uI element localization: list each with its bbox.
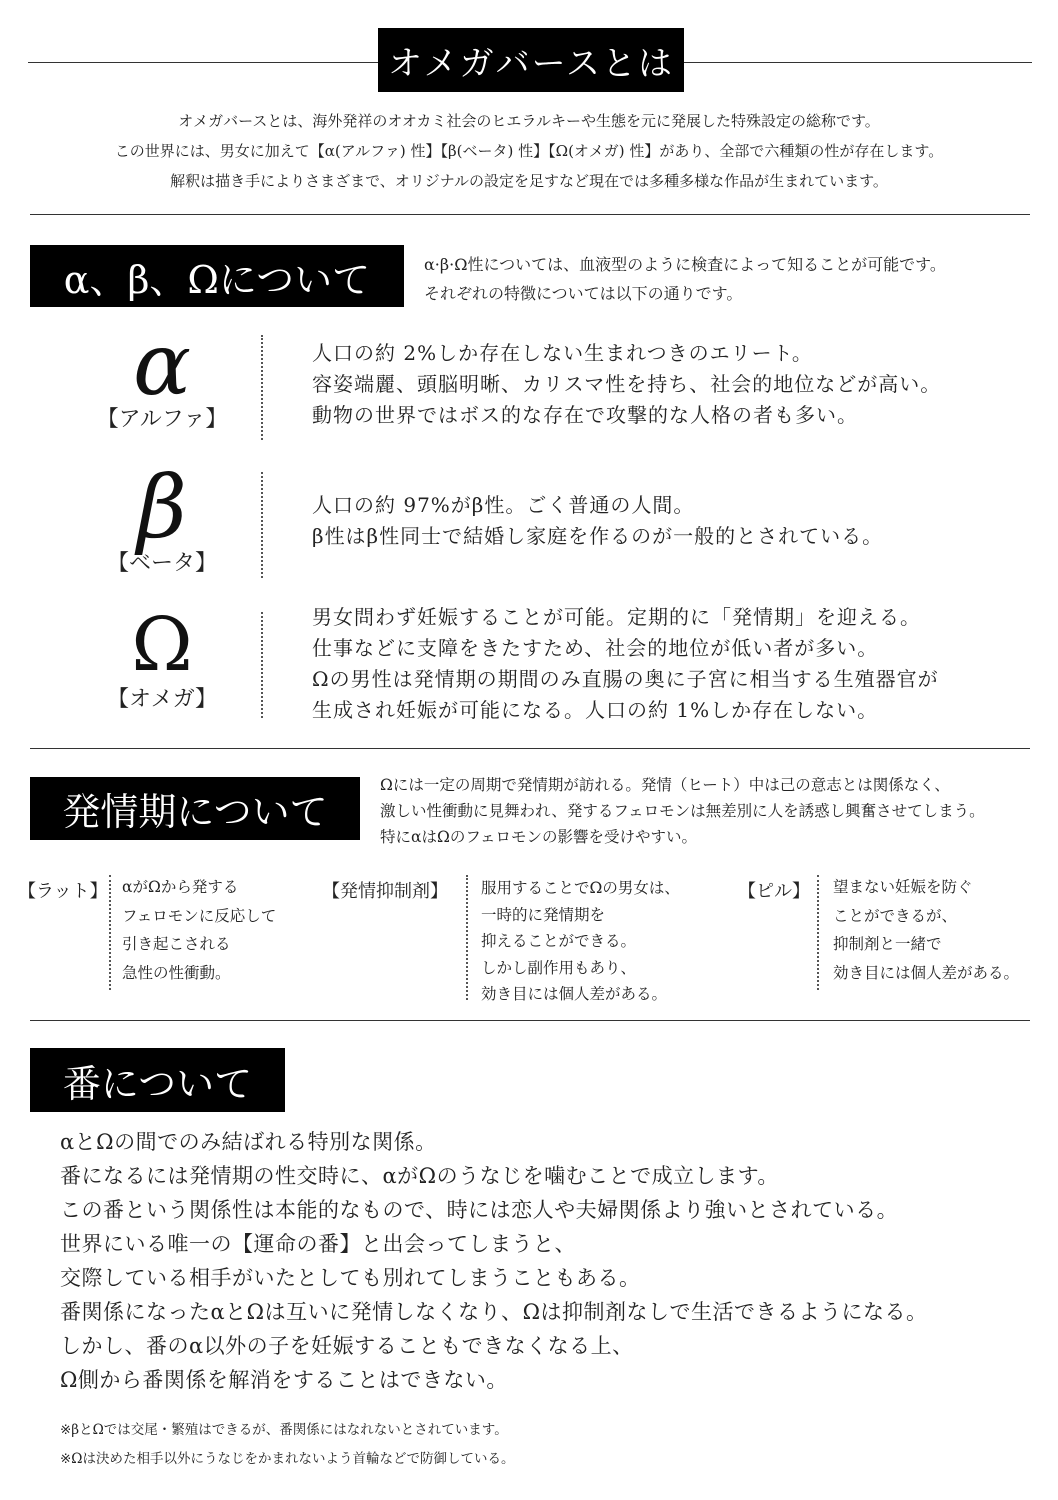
intro-line: 解釈は描き手によりさまざまで、オリジナルの設定を足すなど現在では多種多様な作品が生まれています。	[170, 172, 888, 190]
intro-line: この世界には、男女に加えて【α(アルファ) 性】【β(ベータ) 性】【Ω(オメガ) 性】があり、全部で六種類の性が存在します。	[114, 142, 944, 160]
description-line: 抑制剤と一緒で	[833, 935, 942, 953]
description-line: β性はβ性同士で結婚し家庭を作るのが一般的とされている。	[312, 524, 884, 548]
description-line: 効き目には個人差がある。	[481, 985, 668, 1003]
description-line: Ωの男性は発情期の期間のみ直腸の奥に子宮に相当する生殖器官が	[312, 667, 939, 691]
rut-description	[122, 873, 276, 987]
description-line: 仕事などに支障をきたすため、社会的地位が低い者が多い。	[312, 636, 879, 660]
divider	[30, 214, 1030, 215]
divider	[30, 748, 1030, 749]
description-line: 引き起こされる	[122, 935, 231, 953]
description-line: 世界にいる唯一の【運命の番】と出会ってしまうと、	[60, 1232, 576, 1256]
footnote: ※Ωは決めた相手以外にうなじをかまれないよう首輪などで防御している。	[60, 1451, 515, 1467]
dotted-divider	[109, 875, 111, 990]
description-line: 望まない妊娠を防ぐ	[833, 878, 973, 896]
dotted-divider	[466, 875, 468, 1000]
description-line: Ω側から番関係を解消をすることはできない。	[60, 1368, 508, 1392]
heat-heading: 発情期について	[30, 777, 360, 840]
dotted-divider	[261, 335, 263, 440]
term-rut: 【ラット】	[18, 881, 108, 902]
bond-description	[60, 1125, 928, 1397]
description-line: それぞれの特徴については以下の通りです。	[424, 284, 743, 303]
description-line: 特にαはΩのフェロモンの影響を受けやすい。	[380, 828, 698, 846]
description-line: 服用することでΩの男女は、	[481, 879, 680, 897]
description-line: 効き目には個人差がある。	[833, 963, 1020, 982]
description-line: 男女問わず妊娠することが可能。定期的に「発情期」を迎える。	[312, 605, 921, 629]
footnote: ※βとΩでは交尾・繁殖はできるが、番関係にはなれないとされています。	[60, 1422, 508, 1438]
page-title: オメガバースとは	[378, 28, 684, 92]
description-line: 容姿端麗、頭脳明晰、カリスマ性を持ち、社会的地位などが高い。	[312, 372, 942, 396]
description-line: 番になるには発情期の性交時に、αがΩのうなじを噛むことで成立します。	[60, 1164, 779, 1188]
intro-line: オメガバースとは、海外発祥のオオカミ社会のヒエラルキーや生態を元に発展した特殊設定の総称です。	[178, 112, 880, 130]
types-description	[424, 250, 946, 308]
omega-symbol: Ω	[131, 602, 193, 688]
description-line: 交際している相手がいたとしても別れてしまうこともある。	[60, 1266, 641, 1290]
description-line: 生成され妊娠が可能になる。人口の約 1%しか存在しない。	[312, 698, 879, 722]
dotted-divider	[261, 612, 263, 718]
description-line: α·β·Ω性については、血液型のように検査によって知ることが可能です。	[424, 255, 946, 274]
intro-text	[0, 106, 1058, 196]
omega-description	[312, 602, 939, 726]
bond-heading: 番について	[30, 1048, 285, 1112]
types-heading: α、β、Ωについて	[30, 245, 404, 307]
alpha-label: 【アルファ】	[96, 407, 228, 432]
beta-symbol: β	[137, 458, 187, 558]
dotted-divider	[817, 875, 819, 990]
description-line: 抑えることができる。	[481, 932, 637, 950]
omega-label: 【オメガ】	[106, 687, 217, 712]
divider	[30, 1020, 1030, 1021]
description-line: 急性の性衝動。	[122, 963, 231, 982]
suppressant-description	[481, 875, 680, 1008]
heat-description	[380, 772, 985, 850]
description-line: ことができるが、	[833, 906, 958, 925]
footnotes	[60, 1416, 515, 1474]
description-line: 動物の世界ではボス的な存在で攻撃的な人格の者も多い。	[312, 403, 858, 427]
description-line: 激しい性衝動に見舞われ、発するフェロモンは無差別に人を誘惑し興奮させてしまう。	[380, 802, 985, 820]
description-line: 番関係になったαとΩは互いに発情しなくなり、Ωは抑制剤なしで生活できるようになる。	[60, 1300, 928, 1324]
description-line: Ωには一定の周期で発情期が訪れる。発情（ヒート）中は己の意志とは関係なく、	[380, 776, 950, 794]
dotted-divider	[261, 472, 263, 578]
beta-label: 【ベータ】	[106, 551, 217, 576]
term-pill: 【ピル】	[738, 881, 810, 902]
term-suppressant: 【発情抑制剤】	[322, 881, 448, 902]
description-line: この番という関係性は本能的なもので、時には恋人や夫婦関係より強いとされている。	[60, 1198, 899, 1222]
description-line: αとΩの間でのみ結ばれる特別な関係。	[60, 1130, 437, 1154]
description-line: 一時的に発情期を	[481, 905, 606, 924]
alpha-description	[312, 338, 941, 431]
description-line: しかし、番のα以外の子を妊娠することもできなくなる上、	[60, 1334, 634, 1358]
description-line: フェロモンに反応して	[122, 906, 277, 925]
pill-description	[833, 873, 1019, 987]
description-line: αがΩから発する	[122, 878, 239, 896]
description-line: 人口の約 2%しか存在しない生まれつきのエリート。	[312, 341, 813, 365]
alpha-symbol: α	[132, 315, 192, 415]
description-line: しかし副作用もあり、	[481, 958, 637, 977]
description-line: 人口の約 97%がβ性。ごく普通の人間。	[312, 493, 695, 517]
beta-description	[312, 490, 883, 552]
